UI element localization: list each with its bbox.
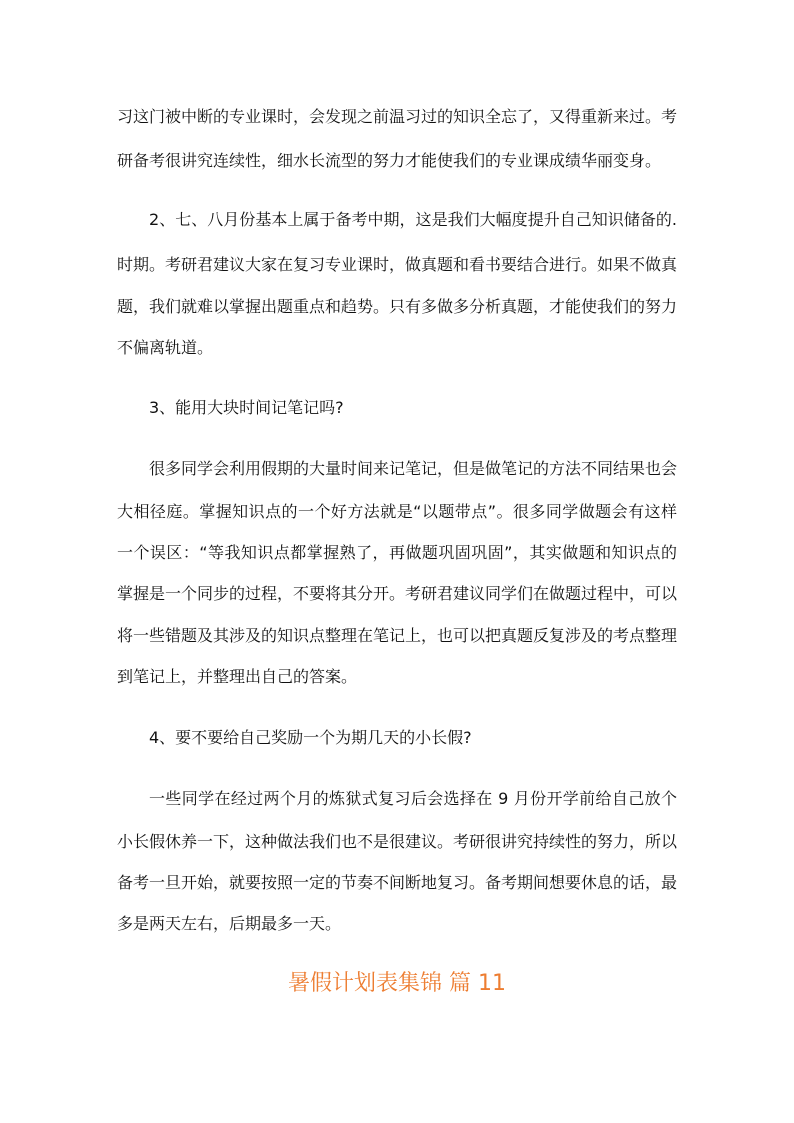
paragraph-line: 不偏离轨道。 (117, 338, 214, 357)
paragraph-line: 很多同学会利用假期的大量时间来记笔记，但是做笔记的方法不同结果也会 (149, 459, 678, 478)
paragraph-line: 一个误区：“等我知识点都掌握熟了，再做题巩固巩固”，其实做题和知识点的 (117, 543, 677, 562)
paragraph-line: 习这门被中断的专业课时，会发现之前温习过的知识全忘了，又得重新来过。考 (117, 107, 678, 126)
paragraph-line: 将一些错题及其涉及的知识点整理在笔记上，也可以把真题反复涉及的考点整理 (117, 626, 678, 645)
paragraph-line: 研备考很讲究连续性，细水长流型的努力才能使我们的专业课成绩华丽变身。 (117, 151, 662, 170)
paragraph-line: 备考一旦开始，就要按照一定的节奏不间断地复习。备考期间想要休息的话，最 (117, 873, 678, 892)
paragraph-line: 3、能用大块时间记笔记吗? (149, 398, 344, 417)
paragraph-line: 题，我们就难以掌握出题重点和趋势。只有多做多分析真题，才能使我们的努力 (117, 297, 678, 316)
paragraph-line: 时期。考研君建议大家在复习专业课时，做真题和看书要结合进行。如果不做真 (117, 255, 678, 274)
paragraph-line: 4、要不要给自己奖励一个为期几天的小长假? (149, 728, 472, 747)
section-title: 暑假计划表集锦 篇 11 (288, 971, 506, 996)
paragraph-line: 小长假休养一下，这种做法我们也不是很建议。考研很讲究持续性的努力，所以 (117, 832, 678, 851)
paragraph-line: 掌握是一个同步的过程，不要将其分开。考研君建议同学们在做题过程中，可以 (117, 584, 678, 603)
paragraph-line: 一些同学在经过两个月的炼狱式复习后会选择在 9 月份开学前给自己放个 (149, 789, 677, 808)
paragraph-line: 到笔记上，并整理出自己的答案。 (117, 667, 358, 686)
paragraph-line: 大相径庭。掌握知识点的一个好方法就是“以题带点”。很多同学做题会有这样 (117, 502, 677, 521)
paragraph-line: 多是两天左右，后期最多一天。 (117, 914, 342, 933)
paragraph-line: 2、七、八月份基本上属于备考中期，这是我们大幅度提升自己知识储备的. (149, 210, 677, 229)
